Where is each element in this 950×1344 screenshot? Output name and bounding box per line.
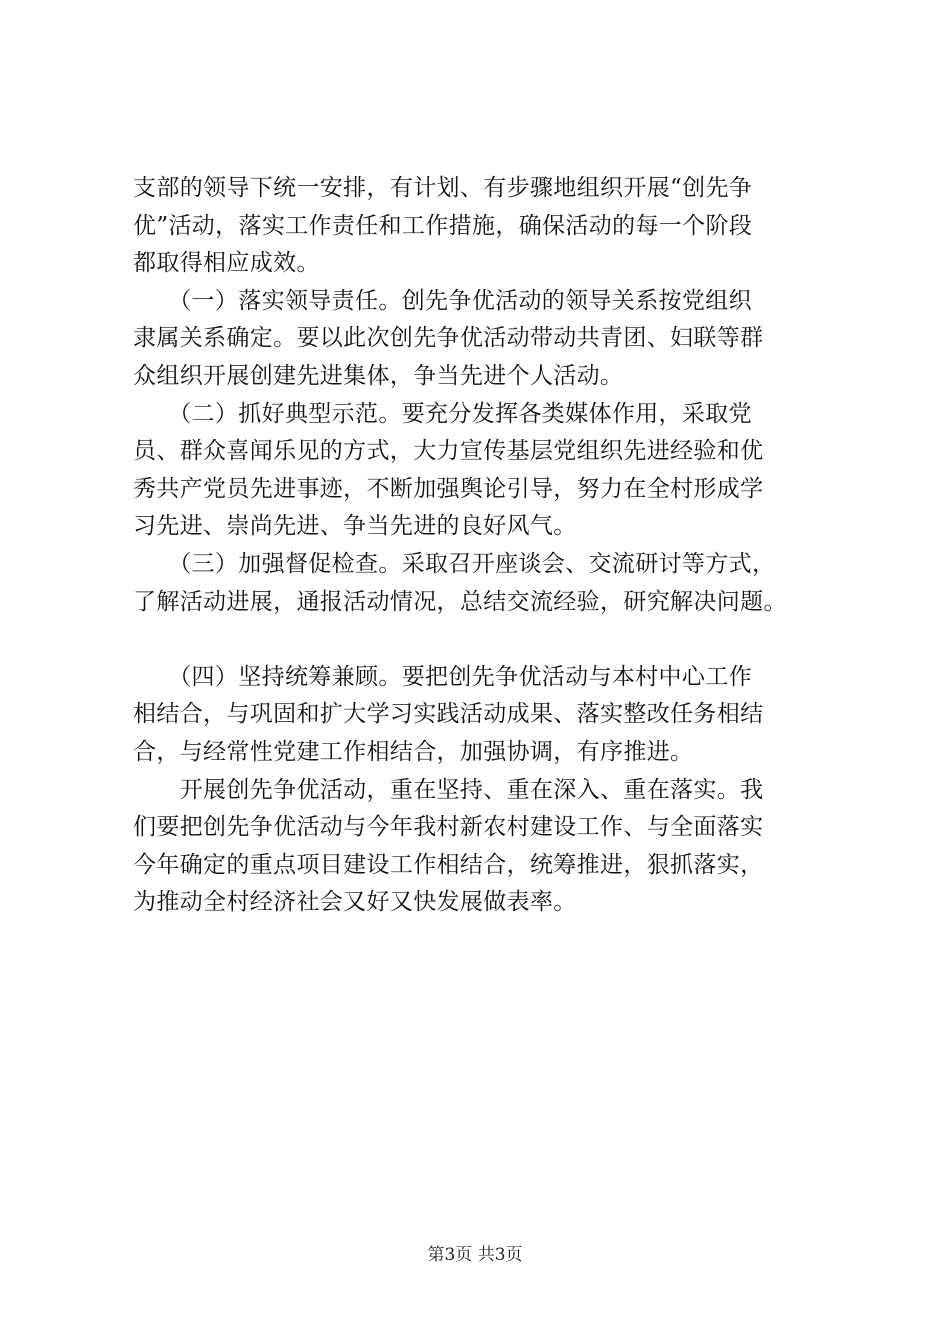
body-text xyxy=(133,170,833,922)
text-line: 员、群众喜闻乐见的方式，大力宣传基层党组织先进经验和优 xyxy=(133,438,764,465)
text-line: （四）坚持统筹兼顾。要把创先争优活动与本村中心工作 xyxy=(133,663,752,690)
text-line: 都取得相应成效。 xyxy=(133,250,320,277)
text-line: 优”活动，落实工作责任和工作措施，确保活动的每一个阶段 xyxy=(133,212,753,239)
text-line: 支部的领导下统一安排，有计划、有步骤地组织开展“创先争 xyxy=(133,175,753,201)
text-line: （二）抓好典型示范。要充分发挥各类媒体作用，采取党 xyxy=(133,400,752,427)
text-line: 相结合，与巩固和扩大学习实践活动成果、落实整改任务相结 xyxy=(133,701,764,728)
text-line: 们要把创先争优活动与今年我村新农村建设工作、与全面落实 xyxy=(133,814,764,841)
text-line: 习先进、崇尚先进、争当先进的良好风气。 xyxy=(133,513,577,540)
text-line: 为推动全村经济社会又好又快发展做表率。 xyxy=(133,889,577,916)
text-line: （三）加强督促检查。采取召开座谈会、交流研讨等方式， xyxy=(133,550,776,577)
text-line: 今年确定的重点项目建设工作相结合，统筹推进，狠抓落实， xyxy=(133,851,764,878)
text-line: 众组织开展创建先进集体，争当先进个人活动。 xyxy=(133,362,624,389)
page-footer xyxy=(0,1243,950,1267)
text-line: 隶属关系确定。要以此次创先争优活动带动共青团、妇联等群 xyxy=(133,325,764,352)
text-line: 秀共产党员先进事迹，不断加强舆论引导，努力在全村形成学 xyxy=(133,475,764,502)
text-line: 合，与经常性党建工作相结合，加强协调，有序推进。 xyxy=(133,738,694,765)
paragraph-gap xyxy=(133,621,833,659)
text-line: 了解活动进展，通报活动情况，总结交流经验，研究解决问题。 xyxy=(133,588,787,615)
page-number-label: 第3页 共3页 xyxy=(427,1245,523,1265)
text-line: （一）落实领导责任。创先争优活动的领导关系按党组织 xyxy=(133,287,752,314)
text-line: 开展创先争优活动，重在坚持、重在深入、重在落实。我 xyxy=(133,776,764,803)
